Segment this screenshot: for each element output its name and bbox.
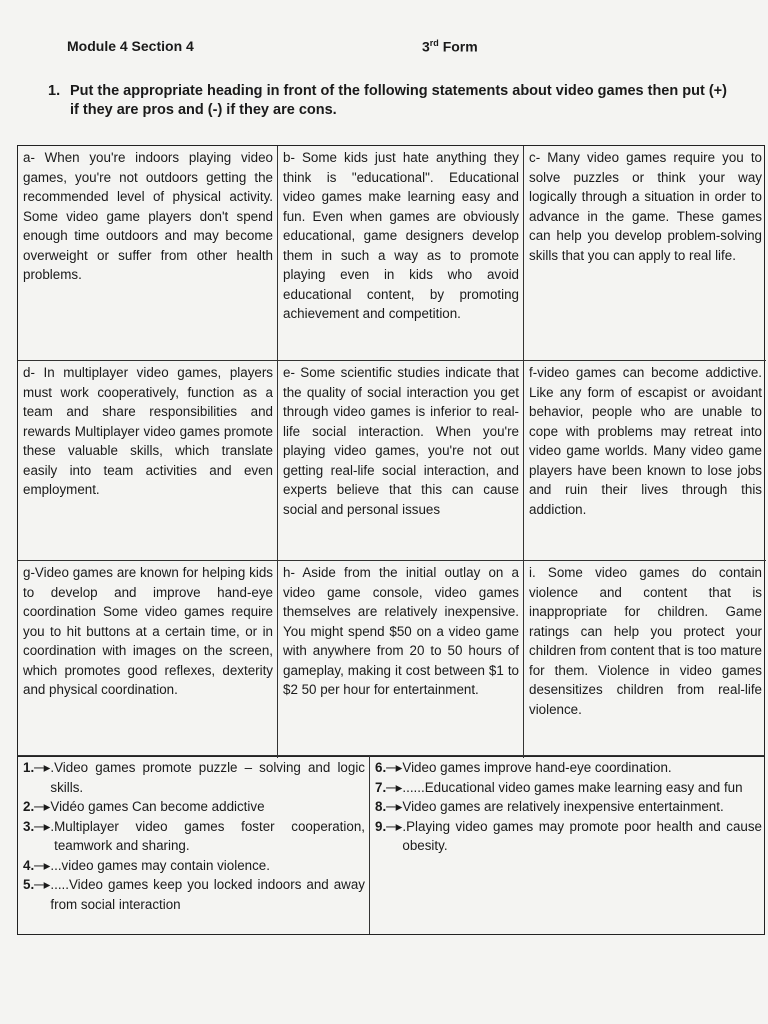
arrow-icon: ─▸.	[34, 818, 55, 834]
heading-number: 1.	[23, 760, 35, 775]
heading-text: ...video games may contain violence.	[50, 857, 270, 873]
heading-text: Multiplayer video games foster cooperation, teamwork and sharing.	[54, 818, 365, 853]
heading-text: ......Educational video games make learning easy and fun	[402, 779, 743, 795]
statement-e: e- Some scientific studies indicate that the quality of social interaction you get through video games is inferior to real-life social interaction. When you're playing video games, you're not out getting real-life social interaction, and experts believe that this can cause social and personal issues	[278, 361, 524, 561]
arrow-icon: ─▸	[386, 799, 403, 814]
heading-item	[23, 856, 365, 876]
statement-f: f-video games can become addictive. Like any form of escapist or avoidant behavior, people who are unable to cope with problems may retreat into video game worlds. Many video game players have been known to lose jobs and ruin their lives through this addiction.	[524, 361, 766, 561]
statement-c: c- Many video games require you to solve puzzles or think your way logically through a situation in order to advance in the game. These games can help you develop problem-solving skills that you can apply to real life.	[524, 146, 766, 361]
arrow-icon: ─▸	[34, 877, 51, 892]
statement-b: b- Some kids just hate anything they think is "educational". Educational video games make learning easy and fun. Even when games are obviously educational, game designers develop them in such a way as to promote playing even in kids who avoid educational content, by promoting achievement and competition.	[278, 146, 524, 361]
heading-item	[23, 758, 365, 797]
heading-number: 5.	[23, 877, 35, 892]
heading-item	[375, 758, 762, 778]
statement-a: a- When you're indoors playing video games, you're not outdoors getting the recommended level of physical activity. Some video game players don't spend enough time outdoors and may become overweight or suffer from other health problems.	[18, 146, 278, 361]
headings-right-column	[370, 756, 766, 934]
statement-i: i. Some video games do contain violence and content that is inappropriate for children. Game ratings can help you protect your children from content that is too mature for them. Violence in video games desensitizes children from real-life violence.	[529, 565, 762, 717]
heading-item	[23, 875, 365, 914]
heading-text: Video games are relatively inexpensive entertainment.	[402, 799, 724, 814]
module-title: Module 4 Section 4	[67, 38, 194, 54]
form-ordinal: rd	[429, 38, 439, 48]
heading-text: Video games improve hand-eye coordination.	[402, 760, 672, 775]
form-word: Form	[442, 38, 478, 55]
heading-item	[375, 817, 762, 856]
heading-number: 7.	[375, 779, 387, 795]
instruction-text: Put the appropriate heading in front of the following statements about video games then put (+) if they are pros and (-) if they are cons.	[70, 83, 727, 118]
heading-text: .Video games promote puzzle – solving and logic skills.	[50, 760, 365, 795]
instruction-number: 1.	[48, 83, 61, 99]
form-label	[422, 38, 478, 55]
arrow-icon: ─▸	[386, 779, 403, 795]
heading-text: .Playing video games may promote poor health and cause obesity.	[402, 818, 762, 853]
heading-item	[23, 817, 365, 856]
arrow-icon: ─▸	[34, 799, 51, 814]
instruction	[48, 82, 738, 120]
headings-table	[17, 755, 765, 935]
arrow-icon: ─▸	[34, 760, 51, 775]
form-number: 3	[422, 38, 430, 55]
heading-item	[375, 778, 762, 798]
heading-text: .....Video games keep you locked indoors and away from social interaction	[50, 877, 365, 912]
statements-table	[17, 145, 765, 757]
heading-number: 4.	[23, 857, 35, 873]
heading-number: 6.	[375, 760, 387, 775]
arrow-icon: ─▸	[34, 857, 51, 873]
heading-number: 9.	[375, 818, 387, 834]
statement-h: h- Aside from the initial outlay on a video game console, video games themselves are relatively inexpensive. You might spend $50 on a video game with anywhere from 20 to 50 hours of gameplay, making it cost between $1 to $2 50 per hour for entertainment.	[278, 561, 524, 758]
arrow-icon: ─▸	[386, 818, 403, 834]
heading-number: 2.	[23, 799, 35, 814]
statement-d: d- In multiplayer video games, players must work cooperatively, function as a team and share responsibilities and rewards Multiplayer video games promote these valuable skills, which translate easily into team activities and even employment.	[18, 361, 278, 561]
heading-item	[23, 797, 365, 817]
heading-number: 3.	[23, 818, 35, 834]
arrow-icon: ─▸	[386, 760, 403, 775]
heading-number: 8.	[375, 799, 387, 814]
statement-g: g-Video games are known for helping kids to develop and improve hand-eye coordination Some video games require you to hit buttons at a certain time, or in coordination with images on the screen, which promotes good reflexes, dexterity and physical coordination.	[18, 561, 278, 758]
heading-item	[375, 797, 762, 817]
headings-left-column	[18, 756, 370, 934]
heading-text: Vidéo games Can become addictive	[50, 799, 265, 814]
